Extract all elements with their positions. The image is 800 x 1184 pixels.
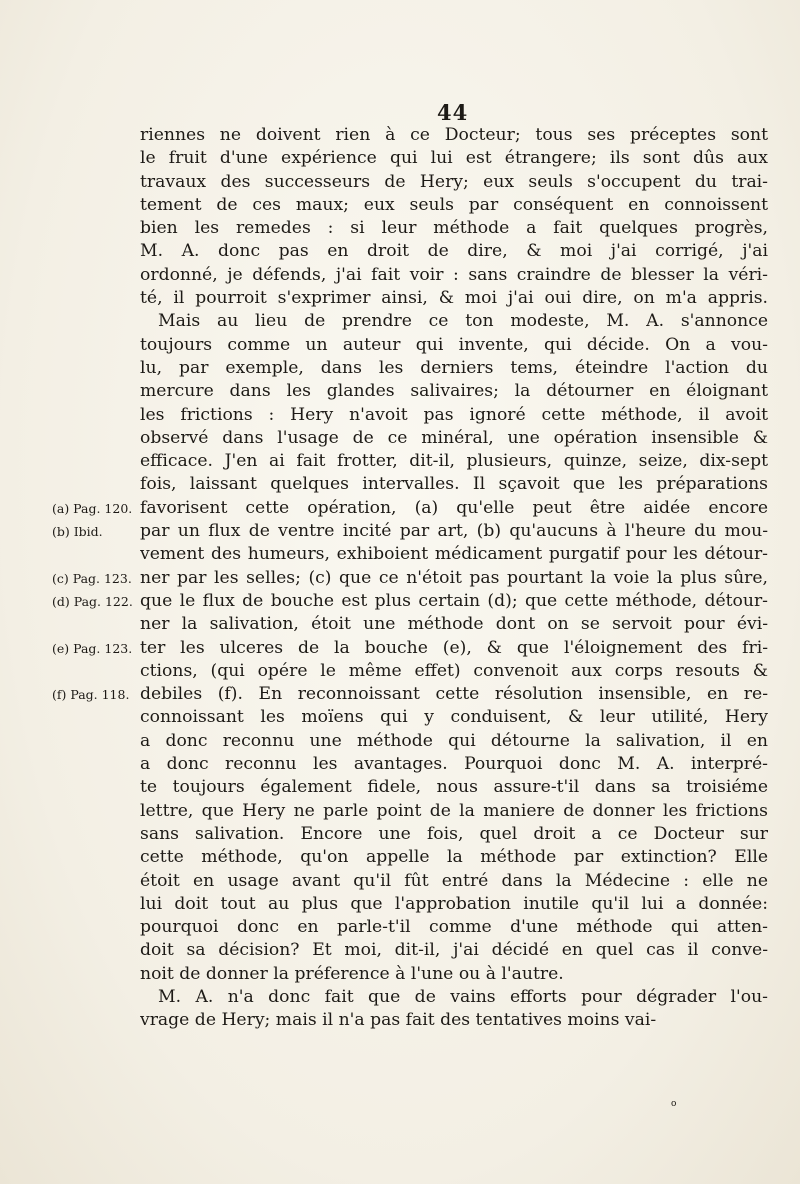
bottom-mark: o [671, 1099, 677, 1109]
text-line: connoissant les moïens qui y conduisent, & leur utilité, Hery [140, 707, 768, 728]
text-line: ner par les selles; (c) que ce n'étoit pas pourtant la voie la plus sûre, [140, 567, 768, 588]
text-line: favorisent cette opération, (a) qu'elle peut être aidée encore [140, 497, 768, 518]
text-line: observé dans l'usage de ce minéral, une opération insensible & [140, 427, 768, 448]
text-line: fois, laissant quelques intervalles. Il sçavoit que les préparations [140, 474, 768, 495]
text-line: doit sa décision? Et moi, dit-il, j'ai décidé en quel cas il conve- [140, 940, 768, 961]
text-line: Mais au lieu de prendre ce ton modeste, M. A. s'annonce [158, 311, 768, 332]
text-line: lu, par exemple, dans les derniers tems, éteindre l'action du [140, 357, 768, 378]
text-line: lettre, que Hery ne parle point de la maniere de donner les frictions [140, 800, 768, 821]
body-text [140, 124, 768, 1033]
text-line: a donc reconnu les avantages. Pourquoi donc M. A. interpré- [140, 754, 768, 775]
text-line: vement des humeurs, exhiboient médicament purgatif pour les détour- [140, 544, 768, 565]
margin-note: (b) Ibid. [52, 524, 103, 540]
text-line: vrage de Hery; mais il n'a pas fait des tentatives moins vai- [140, 1010, 657, 1031]
page-number: 44 [437, 100, 469, 125]
text-line: lui doit tout au plus que l'approbation inutile qu'il lui a donnée: [140, 893, 768, 914]
text-line: M. A. n'a donc fait que de vains efforts pour dégrader l'ou- [158, 986, 768, 1007]
text-line: te toujours également fidele, nous assure-t'il dans sa troisiéme [140, 777, 768, 798]
margin-note: (f) Pag. 118. [52, 687, 130, 703]
text-line: sans salivation. Encore une fois, quel droit a ce Docteur sur [140, 823, 768, 844]
margin-note: (a) Pag. 120. [52, 500, 133, 516]
text-line: tement de ces maux; eux seuls par conséquent en connoissent [140, 194, 768, 215]
text-line: ctions, (qui opére le même effet) convenoit aux corps resouts & [140, 660, 768, 681]
text-line: efficace. J'en ai fait frotter, dit-il, plusieurs, quinze, seize, dix-sept [140, 451, 768, 472]
text-line: ordonné, je défends, j'ai fait voir : sans craindre de blesser la véri- [140, 264, 768, 285]
text-line: ner la salivation, étoit une méthode dont on se servoit pour évi- [140, 614, 768, 635]
text-line: riennes ne doivent rien à ce Docteur; tous ses préceptes sont [140, 125, 768, 145]
text-line: par un flux de ventre incité par art, (b) qu'aucuns à l'heure du mou- [140, 521, 768, 542]
text-line: toujours comme un auteur qui invente, qui décide. On a vou- [140, 334, 768, 355]
text-line: les frictions : Hery n'avoit pas ignoré cette méthode, il avoit [140, 404, 768, 425]
text-line: mercure dans les glandes salivaires; la détourner en éloignant [140, 381, 768, 402]
margin-note: (d) Pag. 122. [52, 594, 133, 609]
text-line: travaux des successeurs de Hery; eux seuls s'occupent du trai- [140, 171, 768, 192]
text-line: ter les ulceres de la bouche (e), & que l'éloignement des fri- [140, 637, 768, 658]
text-line: cette méthode, qu'on appelle la méthode par extinction? Elle [140, 847, 768, 868]
text-line: étoit en usage avant qu'il fût entré dans la Médecine : elle ne [140, 870, 768, 891]
text-line: que le flux de bouche est plus certain (d); que cette méthode, détour- [140, 590, 768, 611]
text-line: noit de donner la préference à l'une ou à l'autre. [140, 963, 564, 984]
margin-notes [0, 0, 140, 1184]
text-line: pourquoi donc en parle-t'il comme d'une méthode qui atten- [140, 917, 768, 938]
text-line: a donc reconnu une méthode qui détourne la salivation, il en [140, 730, 768, 751]
text-line: bien les remedes : si leur méthode a fait quelques progrès, [140, 218, 768, 239]
margin-note: (e) Pag. 123. [52, 640, 133, 656]
text-line: M. A. donc pas en droit de dire, & moi j'ai corrigé, j'ai [140, 241, 768, 262]
text-line: debiles (f). En reconnoissant cette résolution insensible, en re- [140, 684, 768, 705]
margin-note: (c) Pag. 123. [52, 570, 132, 586]
text-line: le fruit d'une expérience qui lui est étrangere; ils sont dûs aux [140, 148, 768, 169]
text-line: té, il pourroit s'exprimer ainsi, & moi j'ai oui dire, on m'a appris. [140, 288, 768, 309]
